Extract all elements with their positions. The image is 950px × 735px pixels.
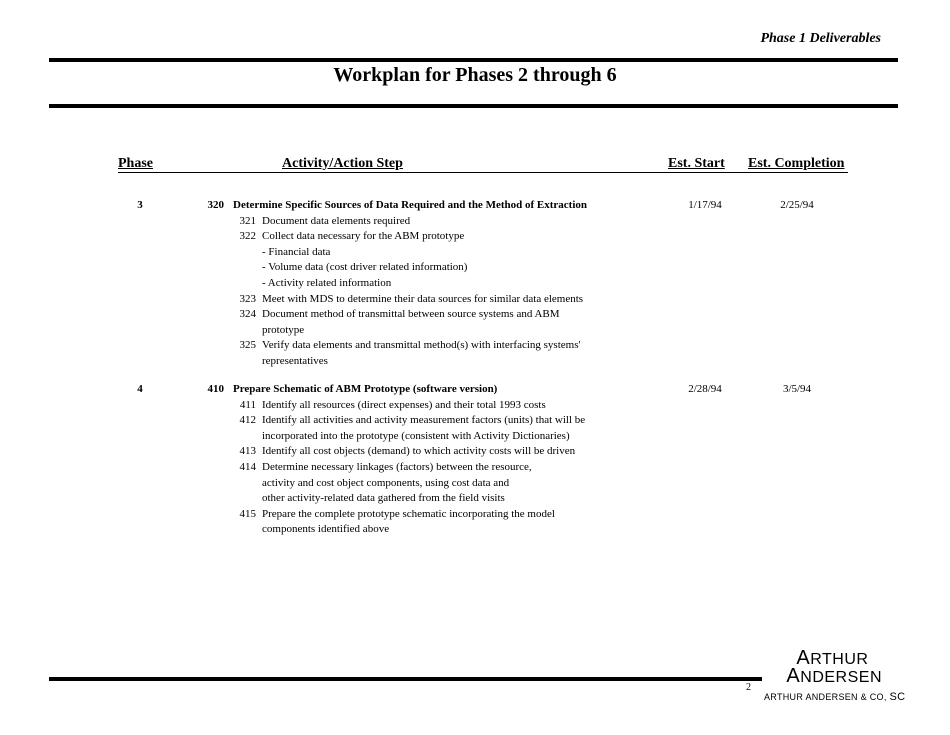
est-completion-date: 3/5/94 [782, 383, 812, 395]
step-text: activity and cost object components, using cost data and [262, 476, 510, 489]
step-text: Determine necessary linkages (factors) between the resource, [262, 461, 532, 473]
step-number: 412 [239, 414, 256, 427]
step-number: 324 [239, 308, 256, 321]
phase-number: 4 [137, 383, 143, 395]
step-text: prototype [262, 323, 305, 336]
activity-code: 410 [207, 383, 224, 395]
step-number: 414 [239, 461, 256, 473]
column-header-start: Est. Start [668, 156, 725, 171]
phase-number: 3 [137, 199, 143, 211]
column-header-activity: Activity/Action Step [282, 156, 403, 171]
step-text: - Volume data (cost driver related information) [262, 261, 468, 274]
activity-title: Prepare Schematic of ABM Prototype (software version) [233, 383, 498, 395]
section-label: Phase 1 Deliverables [760, 31, 881, 46]
step-number: 323 [239, 292, 256, 305]
step-number: 415 [239, 507, 256, 520]
header-underline [118, 172, 848, 173]
step-text: Identify all cost objects (demand) to which activity costs will be driven [262, 445, 576, 458]
est-start-date: 2/28/94 [688, 383, 722, 395]
step-text: Meet with MDS to determine their data sources for similar data elements [262, 292, 584, 305]
step-number: 411 [239, 398, 256, 411]
step-text: Document method of transmittal between source systems and ABM [262, 308, 560, 321]
step-text: representatives [262, 355, 328, 367]
firm-name: ARTHUR ANDERSEN & CO, SC [764, 691, 906, 703]
column-header-phase: Phase [118, 156, 153, 171]
arthur-andersen-logo: ARTHUR ANDERSEN [786, 647, 882, 687]
step-text: other activity-related data gathered from the field visits [262, 492, 505, 505]
step-text: Document data elements required [262, 214, 411, 227]
step-text: incorporated into the prototype (consistent with Activity Dictionaries) [262, 429, 570, 442]
page-number: 2 [746, 682, 751, 693]
step-text: - Financial data [262, 245, 331, 258]
column-header-completion: Est. Completion [748, 156, 845, 171]
activity-code: 320 [207, 199, 224, 211]
step-text: Identify all resources (direct expenses) and their total 1993 costs [262, 398, 546, 411]
top-rule [49, 58, 898, 62]
step-text: Prepare the complete prototype schematic incorporating the model [262, 507, 555, 520]
step-text: Verify data elements and transmittal method(s) with interfacing systems' [262, 339, 581, 352]
step-text: Identify all activities and activity measurement factors (units) that will be [262, 414, 586, 427]
footer-rule [49, 677, 762, 681]
step-number: 413 [239, 445, 256, 458]
step-text: Collect data necessary for the ABM prototype [262, 230, 465, 243]
step-text: - Activity related information [262, 277, 392, 289]
title-rule [49, 104, 898, 108]
step-text: components identified above [262, 523, 390, 536]
page-title: Workplan for Phases 2 through 6 [333, 64, 617, 86]
step-number: 321 [239, 214, 256, 227]
step-number: 322 [239, 230, 256, 243]
est-completion-date: 2/25/94 [780, 199, 814, 211]
step-number: 325 [239, 339, 256, 352]
est-start-date: 1/17/94 [688, 199, 722, 211]
activity-title: Determine Specific Sources of Data Required and the Method of Extraction [233, 199, 587, 211]
